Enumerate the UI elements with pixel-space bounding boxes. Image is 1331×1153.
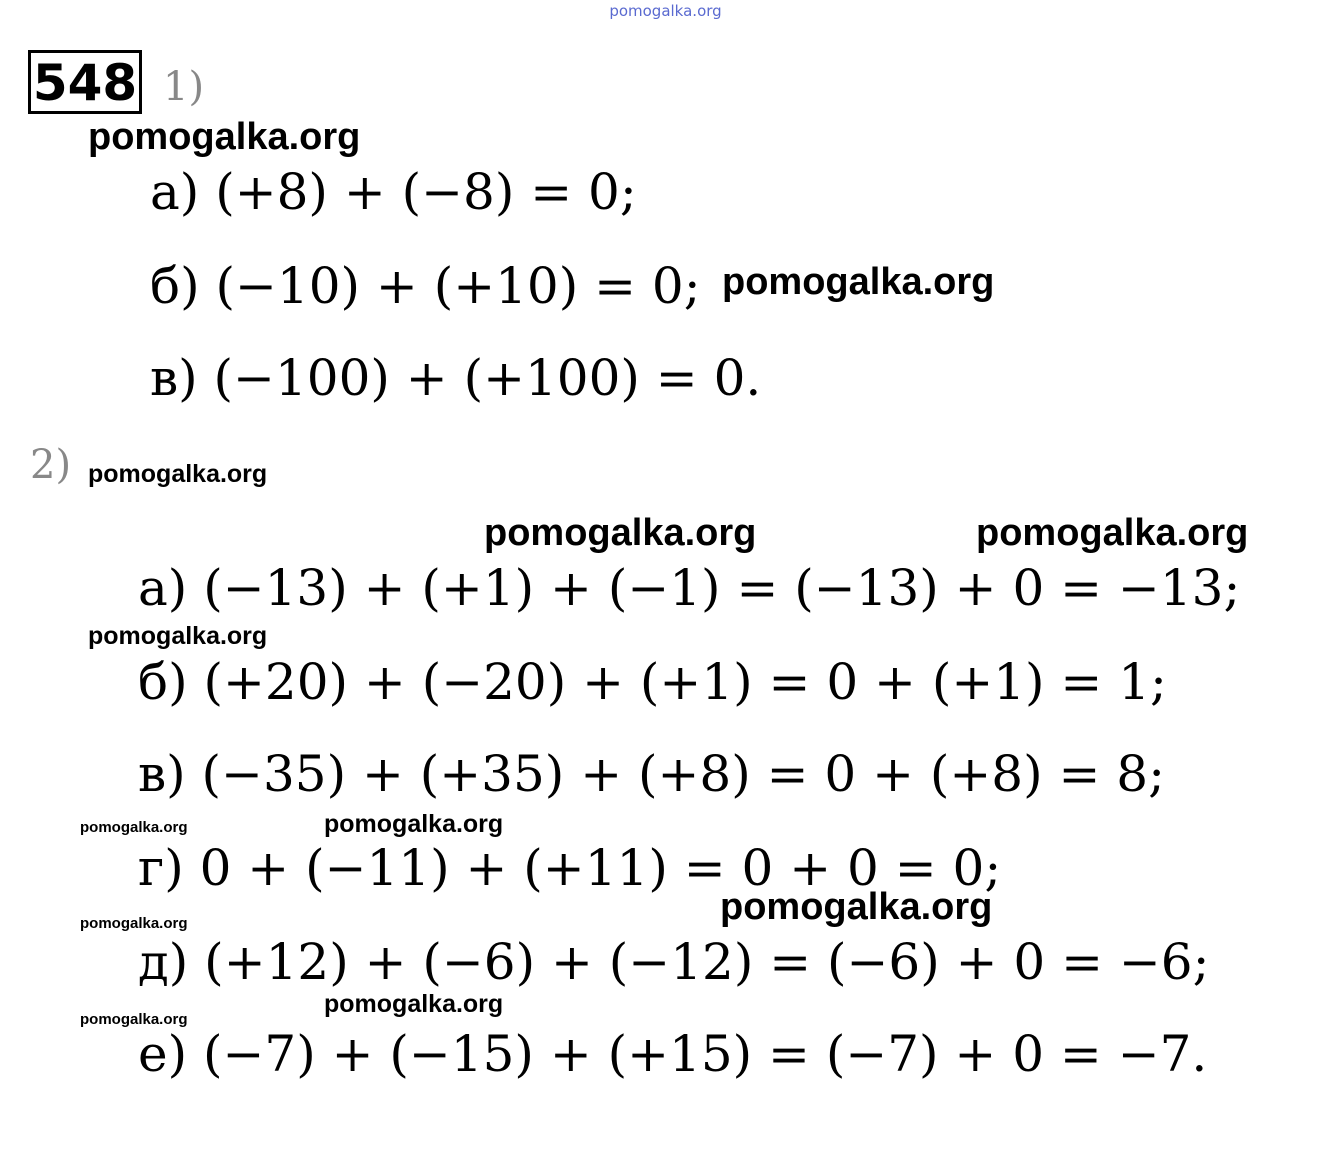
watermark: pomogalka.org (976, 512, 1249, 554)
watermark: pomogalka.org (80, 1011, 188, 1028)
part-2-item-e: д) (+12) + (−6) + (−12) = (−6) + 0 = −6; (138, 933, 1210, 991)
part-1-item-c: в) (−100) + (+100) = 0. (150, 349, 762, 407)
part-2-label: 2) (30, 442, 72, 488)
watermark: pomogalka.org (88, 116, 361, 158)
watermark: pomogalka.org (484, 512, 757, 554)
watermark: pomogalka.org (324, 810, 504, 838)
watermark-top: pomogalka.org (609, 2, 722, 20)
watermark: pomogalka.org (722, 261, 995, 303)
watermark: pomogalka.org (80, 819, 188, 836)
watermark: pomogalka.org (80, 915, 188, 932)
part-2-item-f: е) (−7) + (−15) + (+15) = (−7) + 0 = −7. (138, 1025, 1208, 1083)
part-1-item-a: а) (+8) + (−8) = 0; (150, 163, 637, 221)
part-2-item-d: г) 0 + (−11) + (+11) = 0 + 0 = 0; (138, 839, 1002, 897)
task-number: 548 (28, 50, 142, 114)
watermark: pomogalka.org (324, 990, 504, 1018)
part-1-item-b: б) (−10) + (+10) = 0; (150, 257, 701, 315)
part-2-item-b: б) (+20) + (−20) + (+1) = 0 + (+1) = 1; (138, 653, 1167, 711)
part-2-item-a: а) (−13) + (+1) + (−1) = (−13) + 0 = −13; (138, 559, 1241, 617)
part-1-label: 1) (163, 64, 205, 110)
watermark: pomogalka.org (88, 622, 268, 650)
watermark: pomogalka.org (720, 886, 993, 928)
part-2-item-c: в) (−35) + (+35) + (+8) = 0 + (+8) = 8; (138, 745, 1165, 803)
watermark: pomogalka.org (88, 460, 268, 488)
